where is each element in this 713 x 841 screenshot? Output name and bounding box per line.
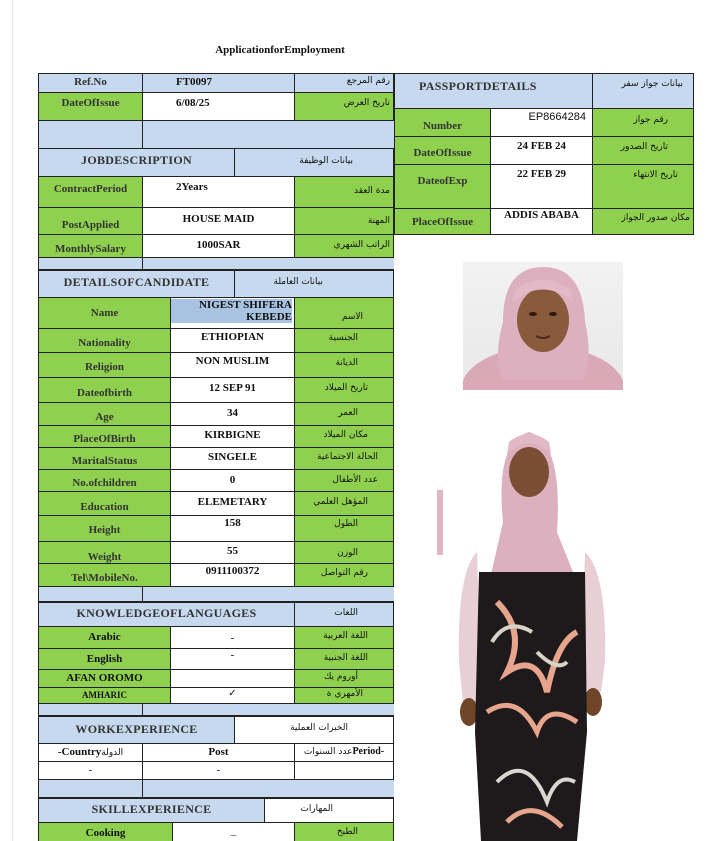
work-period-cell: [295, 762, 394, 780]
passport-place-arabic: مكان صدور الجواز: [593, 209, 694, 235]
mobile-value: 0911100372: [171, 564, 295, 587]
education-value: ELEMETARY: [171, 492, 295, 516]
spacer-row: [39, 704, 143, 716]
candidate-details-table: [38, 271, 394, 603]
weight-arabic: الوزن: [295, 542, 394, 564]
contract-period-arabic: مدة العقد: [295, 177, 394, 208]
col-post: Post: [143, 744, 295, 762]
lang-arabic-arabic: اللغة العربية: [295, 627, 394, 649]
document-title: ApplicationforEmployment: [215, 44, 345, 56]
dob-value: 12 SEP 91: [171, 378, 295, 403]
spacer-row: [143, 258, 394, 270]
education-label: Education: [39, 492, 171, 516]
skill-cooking-arabic: الطبخ: [295, 823, 394, 841]
lang-english-label: English: [39, 649, 171, 670]
issue-date-label: DateOfIssue: [39, 93, 143, 121]
marital-status-value: SINGELE: [171, 448, 295, 470]
religion-value: NON MUSLIM: [171, 353, 295, 378]
name-arabic: الاسم: [295, 298, 394, 329]
height-value: 158: [171, 516, 295, 542]
passport-expiry-label: DateofExp: [395, 165, 491, 209]
passport-place-label: PlaceOfIssue: [395, 209, 491, 235]
ref-no-label: Ref.No: [39, 74, 143, 93]
work-experience-header: WORKEXPERIENCE: [39, 717, 235, 744]
lang-amharic-label: AMHARIC: [39, 688, 171, 704]
dob-arabic: تاريخ الميلاد: [295, 378, 394, 403]
nationality-label: Nationality: [39, 329, 171, 353]
work-country-cell: -: [39, 762, 143, 780]
lang-amharic-value: ✓: [171, 688, 295, 704]
col-period-label: Period: [352, 746, 381, 757]
monthly-salary-value: 1000SAR: [143, 235, 295, 258]
post-applied-value: HOUSE MAID: [143, 208, 295, 235]
work-experience-table: [38, 717, 394, 799]
passport-number-value: EP8664284: [491, 109, 593, 137]
religion-arabic: الديانة: [295, 353, 394, 378]
spacer-row: [143, 704, 394, 716]
age-value: 34: [171, 403, 295, 426]
reference-table: [38, 73, 394, 149]
issue-date-value: 6/08/25: [143, 93, 295, 121]
skill-experience-table: [38, 799, 394, 841]
marital-status-arabic: الحالة الاجتماعية: [295, 448, 394, 470]
col-country-arabic: الدولة: [101, 748, 124, 758]
children-label: No.ofchildren: [39, 470, 171, 492]
skill-header: SKILLEXPERIENCE: [39, 799, 265, 823]
contract-period-value: 2Years: [143, 177, 295, 208]
contract-period-label: [39, 177, 143, 208]
passport-place-value: ADDIS ABABA: [491, 209, 593, 235]
religion-label: Religion: [39, 353, 171, 378]
height-label: Height: [39, 516, 171, 542]
monthly-salary-arabic: الراتب الشهري: [295, 235, 394, 258]
job-description-header: JOBDESCRIPTION: [39, 149, 235, 177]
candidate-header: DETAILSOFCANDIDATE: [39, 271, 235, 298]
passport-number-label: Number: [395, 109, 491, 137]
monthly-salary-label: MonthlySalary: [39, 235, 143, 258]
marital-status-label: MaritalStatus: [39, 448, 171, 470]
passport-issue-arabic: تاريخ الصدور: [593, 137, 694, 165]
spacer-row: [39, 258, 143, 270]
passport-number-arabic: رقم جواز: [593, 109, 694, 137]
weight-value: 55: [171, 542, 295, 564]
passport-issue-value: 24 FEB 24: [491, 137, 593, 165]
name-label: Name: [39, 298, 171, 329]
spacer-row: [143, 587, 394, 602]
place-of-birth-arabic: مكان الميلاد: [295, 426, 394, 448]
spacer-row: [39, 587, 143, 602]
col-country: -Countryالدولة: [39, 744, 143, 762]
name-text: NIGEST SHIFERA KEBEDE: [171, 299, 292, 323]
candidate-full-body-photo: [437, 402, 609, 841]
ref-no-value: FT0097: [143, 74, 295, 93]
languages-header: KNOWLEDGEOFLANGUAGES: [39, 603, 295, 627]
post-applied-arabic: المهنة: [295, 208, 394, 235]
children-arabic: عدد الأطفال: [295, 470, 394, 492]
candidate-headshot-photo: [463, 262, 623, 390]
col-period-arabic: عدد السنوات: [303, 747, 353, 757]
job-description-arabic: بيانات الوظيفة: [235, 149, 394, 177]
passport-expiry-value: 22 FEB 29: [491, 165, 593, 209]
nationality-arabic: الجنسية: [295, 329, 394, 353]
place-of-birth-label: PlaceOfBirth: [39, 426, 171, 448]
full-body-illustration: [437, 402, 609, 841]
spacer-row: [143, 780, 394, 798]
candidate-header-arabic: بيانات العاملة: [235, 271, 394, 298]
blank-cell: [39, 121, 143, 149]
work-post-cell: -: [143, 762, 295, 780]
children-value: 0: [171, 470, 295, 492]
education-arabic: المؤهل العلمي: [295, 492, 394, 516]
issue-date-arabic: تاريخ العرض: [295, 93, 394, 121]
dob-label: Dateofbirth: [39, 378, 171, 403]
lang-oromo-arabic: أوروم يك: [295, 670, 394, 688]
lang-english-arabic: اللغة الجنبية: [295, 649, 394, 670]
skill-cooking-label: Cooking: [39, 823, 173, 841]
mobile-arabic: رقم التواصل: [295, 564, 394, 587]
skill-cooking-value: _: [173, 823, 295, 841]
age-arabic: العمر: [295, 403, 394, 426]
headshot-illustration: [463, 262, 623, 390]
passport-issue-label: DateOfIssue: [395, 137, 491, 165]
height-arabic: الطول: [295, 516, 394, 542]
passport-expiry-arabic: تاريخ الانتهاء: [593, 165, 694, 209]
lang-arabic-label: Arabic: [39, 627, 171, 649]
blank-cell: [143, 121, 394, 149]
lang-arabic-value: -: [171, 627, 295, 649]
weight-label: Weight: [39, 542, 171, 564]
languages-table: [38, 603, 394, 717]
spacer-row: [39, 780, 143, 798]
passport-header: PASSPORTDETAILS: [395, 74, 593, 109]
job-description-table: [38, 149, 394, 271]
age-label: Age: [39, 403, 171, 426]
lang-oromo-value: [171, 670, 295, 688]
lang-english-value: -: [171, 649, 295, 670]
mobile-label: Tel\MobileNo.: [39, 564, 171, 587]
name-value: [171, 298, 295, 329]
nationality-value: ETHIOPIAN: [171, 329, 295, 353]
skill-header-arabic: المهارات: [265, 799, 394, 823]
place-of-birth-value: KIRBIGNE: [171, 426, 295, 448]
passport-header-arabic: بيانات جواز سفر: [593, 74, 694, 109]
contract-period-text: ContractPeriod: [53, 183, 128, 195]
col-period: عدد السنواتPeriod-: [295, 744, 394, 762]
post-applied-label: PostApplied: [39, 208, 143, 235]
languages-header-arabic: اللغات: [295, 603, 394, 627]
lang-amharic-arabic: الأمهري ة: [295, 688, 394, 704]
ref-no-arabic: رقم المرجع: [295, 74, 394, 93]
lang-oromo-label: AFAN OROMO: [39, 670, 171, 688]
passport-details-table: [394, 73, 694, 235]
col-country-label: Country: [61, 746, 102, 758]
work-experience-arabic: الخبرات العملية: [235, 717, 394, 744]
